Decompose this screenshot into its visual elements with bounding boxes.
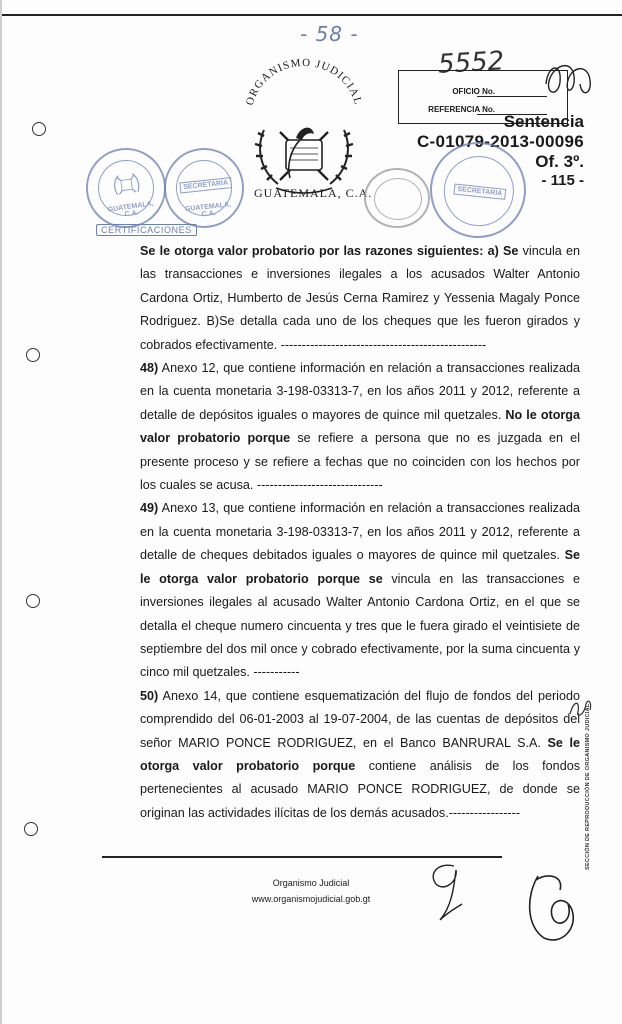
paragraph-text: vincula en las transacciones e inversiones ilegales a los acusados Walter Antonio Cardona Ortiz, Humberto de Jesús Cerna Ramirez y Yessenia Magaly Ponce Rodriguez. B)Se detalla cada uno de los cheques que les fueron girados y cobrados efectivamente. ------------------------------------------------- <box>140 244 580 352</box>
case-number: C-01079-2013-00096 <box>416 132 584 151</box>
folio-number: - 115 - <box>541 172 584 189</box>
paragraph-text: se refiere a persona que no es juzgada en el presente proceso y se refiere a fechas que no coinciden con los hechos por los cuales se acusa. ------------------------------ <box>140 431 580 493</box>
paragraph-number: 50) <box>140 688 159 703</box>
stamp-text: SECRETARIA <box>179 177 232 193</box>
bold-phrase: Se le otorga valor probatorio porque se <box>140 548 580 586</box>
binder-hole <box>26 594 40 608</box>
handwritten-folio: - 58 - <box>300 22 359 46</box>
handwritten-signature <box>418 856 474 926</box>
footer-website: www.organismojudicial.gob.gt <box>251 894 371 904</box>
coat-of-arms-icon <box>107 166 145 204</box>
handwritten-signature <box>518 866 588 946</box>
top-border-line <box>0 14 622 16</box>
stamp-text: SECRETARIA <box>453 184 506 200</box>
paragraph-50 <box>140 685 580 825</box>
referencia-label: REFERENCIA No. <box>428 105 495 114</box>
bold-phrase: Se le otorga valor probatorio porque <box>140 735 580 773</box>
paragraph-text: vincula en las transacciones e inversiones ilegales al acusado Walter Antonio Cardona Ortiz, en el que se detalla el cheque numero cincuenta y tres que le fuera girado el veintisiete de septiembre del dos mil once y cobrado efectivamente, por la suma cincuenta y cinco mil quetzales. ----------- <box>140 571 580 680</box>
bold-phrase: No le otorga valor probatorio porque <box>140 407 581 446</box>
page-edge <box>0 0 2 1024</box>
binder-hole <box>24 822 38 836</box>
stamp-text: GUATEMALA, C.A. <box>107 200 155 219</box>
handwritten-number: 5552 <box>437 46 505 80</box>
paragraph-reasons <box>140 240 580 357</box>
paragraph-49 <box>140 497 580 684</box>
sentencia-label: Sentencia <box>503 112 584 131</box>
paragraph-text: contiene análisis de los fondos pertenecientes al acusado MARIO PONCE RODRIGUEZ, de donde se originan las actividades ilícitas de los demás acusados.----------------- <box>140 758 580 820</box>
binder-hole <box>26 348 40 362</box>
svg-text:ORGANISMO JUDICIAL: ORGANISMO JUDICIAL <box>243 58 365 107</box>
seal-stamp-left <box>81 143 171 233</box>
paragraph-text: Anexo 12, que contiene información en relación a transacciones realizada en la cuenta monetaria 3-198-03313-7, en los años 2011 y 2012, referente a detalle de depósitos iguales o mayores de quince mil quetzales. <box>140 361 580 422</box>
stamp-subtext: GUATEMALA, C.A. <box>184 201 232 219</box>
bold-lead: Se le otorga valor probatorio por las razones siguientes: a) Se <box>140 244 519 258</box>
paragraph-number: 48) <box>140 361 159 376</box>
seal-stamp-secretaria <box>160 144 248 232</box>
document-body <box>140 240 580 825</box>
footer-organization: Organismo Judicial <box>272 878 350 888</box>
paragraph-text: Anexo 14, que contiene esquematización del flujo de fondos del periodo comprendido del 06-01-2003 al 19-07-2004, de las cuentas de depósitos del señor MARIO PONCE RODRIGUEZ, en el Banco BANRURAL S.A. <box>140 688 580 750</box>
oficio-line <box>477 96 547 97</box>
oficio-label: OFICIO No. <box>452 87 495 96</box>
binder-hole <box>32 122 46 136</box>
faded-stamp <box>364 168 430 228</box>
paragraph-text: Anexo 13, que contiene información en relación a transacciones realizada en la cuenta monetaria 3-198-03313-7, en los años 2011 y 2012, referente a detalle de cheques debitados iguales o mayores de quince mil quetzales. <box>140 501 580 563</box>
certificaciones-label: CERTIFICACIONES <box>96 224 197 236</box>
paragraph-48 <box>140 357 580 497</box>
country-label: GUATEMALA, C.A. <box>254 186 373 200</box>
paragraph-number: 49) <box>140 501 159 516</box>
office-number: Of. 3º. <box>535 152 584 171</box>
reproduction-section-label: SECCIÓN DE REPRODUCCIÓN DE ORGANISMO JUDICIAL <box>585 703 591 870</box>
